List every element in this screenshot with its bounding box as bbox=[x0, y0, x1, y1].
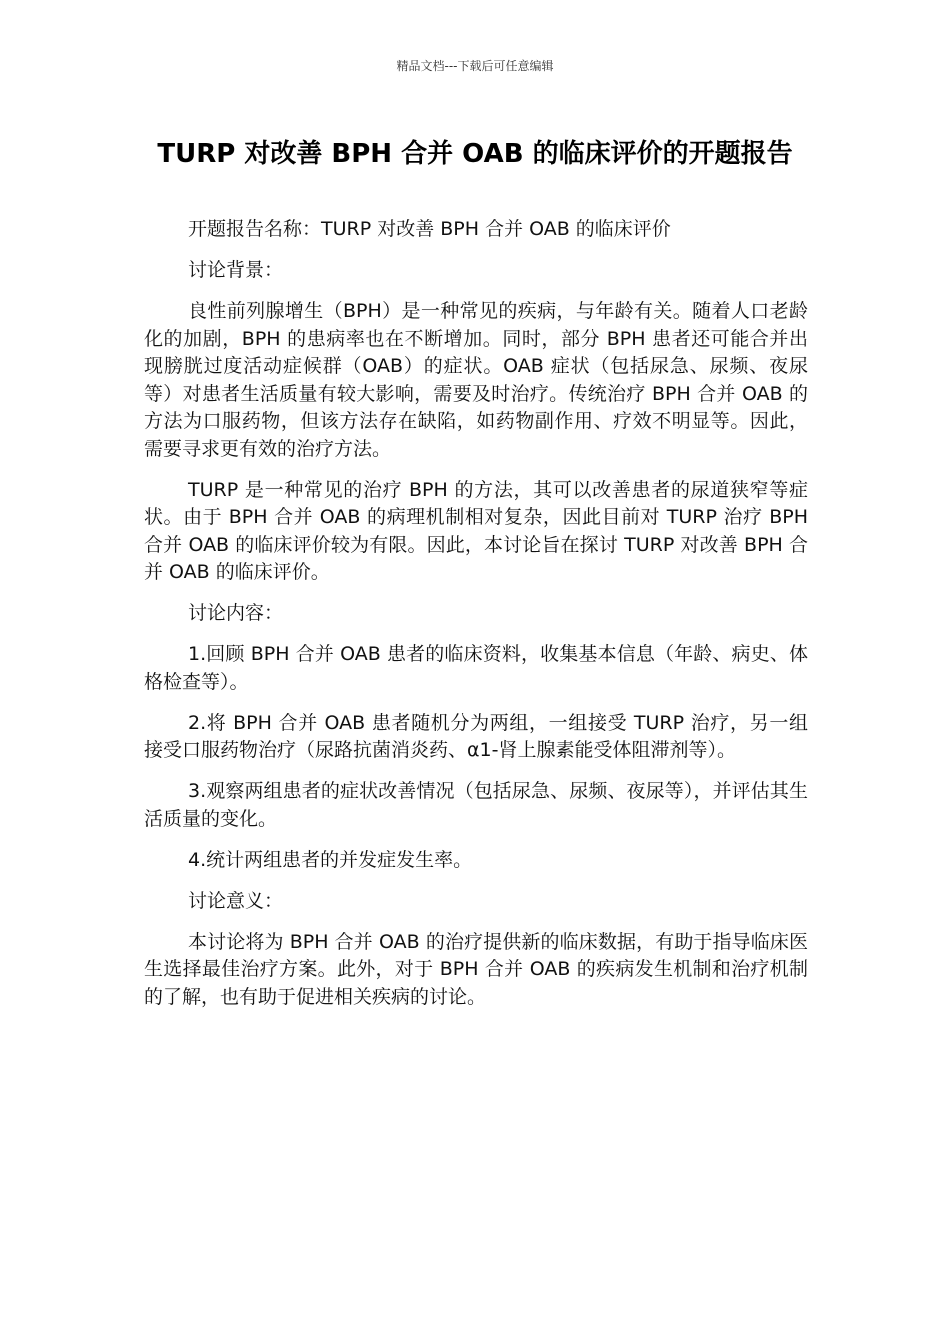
background-paragraph-2: TURP 是一种常见的治疗 BPH 的方法，其可以改善患者的尿道狭窄等症状。由于 BPH 合并 OAB 的病理机制相对复杂，因此目前对 TURP 治疗 BPH 合并 OAB 的临床评价较为有限。因此，本讨论旨在探讨 TURP 对改善 BPH 合并 OAB 的临床评价。 bbox=[144, 478, 808, 583]
content-item-1: 1.回顾 BPH 合并 OAB 患者的临床资料，收集基本信息（年龄、病史、体格检查等）。 bbox=[144, 643, 808, 693]
background-paragraph-1: 良性前列腺增生（BPH）是一种常见的疾病，与年龄有关。随着人口老龄化的加剧，BPH 的患病率也在不断增加。同时，部分 BPH 患者还可能合并出现膀胱过度活动症候群（OAB）的症状。OAB 症状（包括尿急、尿频、夜尿等）对患者生活质量有较大影响，需要及时治疗。传统治疗 BPH 合并 OAB 的方法为口服药物，但该方法存在缺陷，如药物副作用、疗效不明显等。因此，需要寻求更有效的治疗方法。 bbox=[144, 300, 808, 460]
report-name-paragraph: 开题报告名称：TURP 对改善 BPH 合并 OAB 的临床评价 bbox=[188, 218, 671, 240]
page-header: 精品文档---下载后可任意编辑 bbox=[396, 59, 554, 73]
content-item-3: 3.观察两组患者的症状改善情况（包括尿急、尿频、夜尿等），并评估其生活质量的变化。 bbox=[144, 780, 808, 830]
document-title: TURP 对改善 BPH 合并 OAB 的临床评价的开题报告 bbox=[157, 139, 793, 169]
background-heading: 讨论背景： bbox=[188, 259, 284, 281]
content-heading: 讨论内容： bbox=[188, 602, 284, 624]
document-body bbox=[144, 216, 808, 1025]
content-item-4: 4.统计两组患者的并发症发生率。 bbox=[188, 848, 473, 871]
content-item-2: 2.将 BPH 合并 OAB 患者随机分为两组，一组接受 TURP 治疗，另一组接受口服药物治疗（尿路抗菌消炎药、α1-肾上腺素能受体阻滞剂等）。 bbox=[144, 711, 808, 761]
significance-paragraph: 本讨论将为 BPH 合并 OAB 的治疗提供新的临床数据，有助于指导临床医生选择最佳治疗方案。此外，对于 BPH 合并 OAB 的疾病发生机制和治疗机制的了解，也有助于促进相关疾病的讨论。 bbox=[144, 930, 808, 1008]
significance-heading: 讨论意义： bbox=[188, 889, 284, 912]
